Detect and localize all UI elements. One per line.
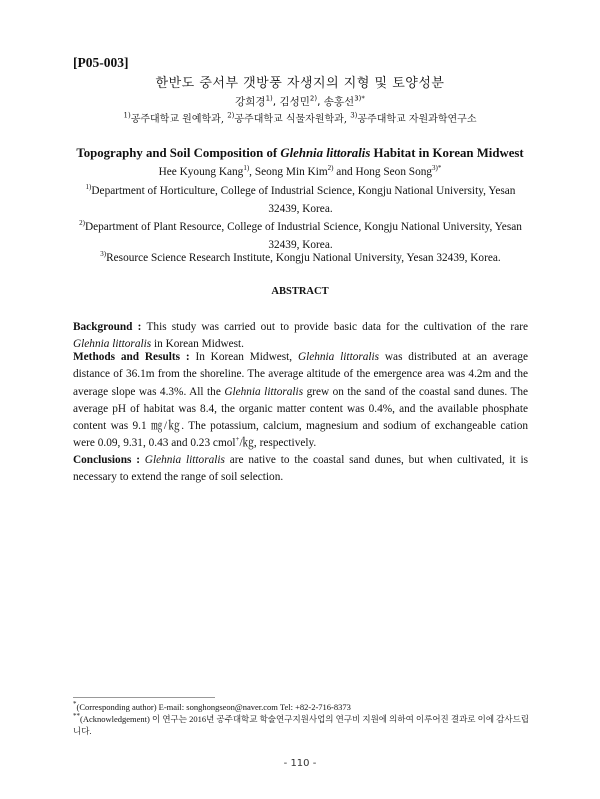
footnote-divider: [73, 697, 215, 698]
footnote-corresponding: [73, 701, 533, 713]
footnote-text: (Acknowledgement) 이 연구는 2016년 공주대학교 학술연구지원사업의 연구비 지원에 의하여 이루어진 결과로 이에 감사드립니다.: [73, 714, 530, 736]
author-name: 송홍선: [323, 96, 355, 108]
affiliation-sup: 3): [100, 250, 107, 259]
author-sup: 1): [265, 94, 273, 103]
methods-label: Methods and Results :: [73, 351, 196, 363]
korean-affiliations: [0, 110, 600, 125]
affiliation-sup: 2): [79, 219, 85, 228]
author-name: 강희경: [235, 96, 266, 108]
affiliation-sup: 1): [85, 183, 92, 192]
conclusions-text: are native to the coastal sand dunes, but when cultivated, it is necessary to extend the range of soil selection.: [73, 454, 528, 484]
affiliation-sup: 3): [350, 111, 358, 120]
methods-text: was distributed at an average distance of 36.1m from the shoreline. The average altitude of the emergence area was 4.2m and the average slope was 4.3%. All the: [73, 351, 528, 398]
author-sup: 3)*: [432, 164, 442, 173]
author-name: 김성민: [279, 96, 310, 108]
footnote-text: (Corresponding author) E-mail: songhongseon@naver.com Tel: +82-2-716-8373: [76, 702, 351, 712]
background-text: This study was carried out to provide basic data for the cultivation of the rare: [146, 321, 528, 333]
background-text: in Korean Midwest.: [151, 338, 245, 351]
author-sup: 1): [243, 164, 250, 173]
author-sep: ,: [272, 96, 280, 108]
author-name: Hong Seon Song: [355, 166, 433, 178]
unit-sup: +: [235, 435, 240, 444]
paper-code: [P05-003]: [73, 55, 129, 70]
abstract-heading: ABSTRACT: [271, 286, 329, 297]
affiliation-sep: ,: [343, 114, 351, 125]
methods-text: /㎏, respectively.: [239, 437, 317, 450]
species-name: Glehnia littoralis: [297, 351, 380, 363]
affiliation-text: Resource Science Research Institute, Kongju National University, Yesan 32439, Korea.: [106, 252, 501, 264]
footnote-mark: **: [73, 712, 80, 721]
title-species: Glehnia littoralis: [280, 146, 371, 160]
author-name: Hee Kyoung Kang: [158, 166, 244, 178]
methods-text: grew on the sand of the coastal sand dunes. The average pH of habitat was 8.4, the organic matter content was 0.4%, and the available phosphate content was 9.1 ㎎/㎏. The potassium, calcium, magnesium and sodium of exchangeable cation were 0.09, 9.31, 0.43 and 0.23 cmol: [73, 385, 529, 450]
english-title: [0, 146, 600, 161]
title-prefix: Topography and Soil Composition of: [76, 146, 281, 160]
author-sup: 2): [327, 164, 334, 173]
affiliation-text: 공주대학교 자원과학연구소: [357, 114, 477, 125]
author-sup: 2): [309, 94, 318, 103]
affiliation-sup: 1): [123, 111, 131, 120]
author-sep: ,: [249, 166, 255, 178]
affiliation-1: [73, 182, 528, 218]
page-number: - 110 -: [283, 758, 317, 769]
korean-authors: [0, 94, 600, 109]
background-label: Background :: [73, 321, 147, 333]
affiliation-text: Department of Plant Resource, College of Industrial Science, Kongju National University, Yesan 32439, Korea.: [84, 221, 522, 251]
conclusions-label: Conclusions :: [73, 454, 145, 466]
abstract-methods-results: [73, 349, 528, 453]
author-sep: ,: [317, 96, 324, 108]
affiliation-sep: ,: [220, 114, 228, 125]
affiliation-text: 공주대학교 원예학과: [130, 114, 221, 125]
author-name: Seong Min Kim: [254, 166, 328, 178]
author-sup: 3)*: [354, 94, 365, 103]
affiliation-3: [73, 249, 528, 267]
korean-title: 한반도 중서부 갯방풍 자생지의 지형 및 토양성분: [155, 76, 445, 91]
affiliation-text: 공주대학교 식물자원학과: [234, 114, 344, 125]
species-name: Glehnia littoralis: [144, 454, 225, 466]
species-name: Glehnia littoralis: [224, 385, 304, 398]
footnote-mark: *: [73, 700, 77, 709]
species-name: Glehnia littoralis: [73, 338, 152, 351]
footnote-acknowledgement: [73, 713, 533, 737]
affiliation-sup: 2): [227, 111, 235, 120]
english-authors: [0, 166, 600, 178]
title-suffix: Habitat in Korean Midwest: [370, 146, 524, 160]
abstract-conclusions: [73, 452, 528, 487]
affiliation-text: Department of Horticulture, College of Industrial Science, Kongju National University, Yesan 32439, Korea.: [91, 185, 516, 215]
methods-text: In Korean Midwest,: [195, 351, 298, 363]
author-sep: and: [333, 166, 356, 178]
